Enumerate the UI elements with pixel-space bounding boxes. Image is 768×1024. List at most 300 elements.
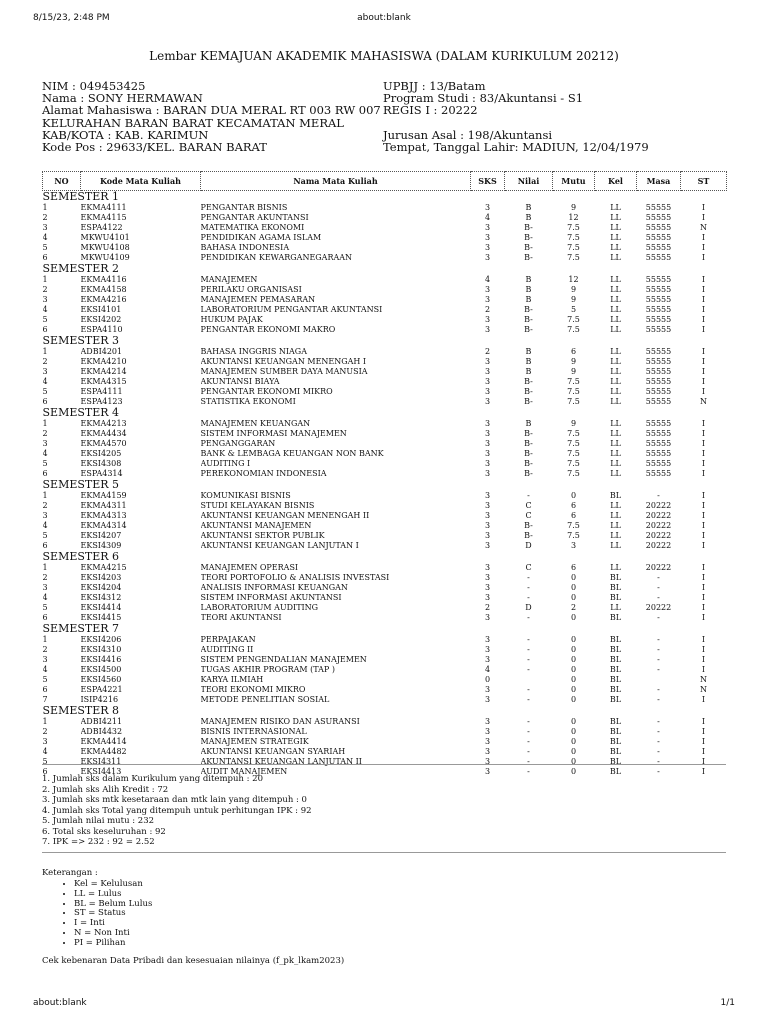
cell-masa: 55555 xyxy=(645,419,672,428)
cell-mutu: 7.5 xyxy=(567,531,580,540)
semester-label: SEMESTER 6 xyxy=(42,551,120,563)
cell-masa: 55555 xyxy=(645,357,672,366)
cell-nama: AUDITING I xyxy=(200,459,251,468)
cell-st: N xyxy=(700,675,707,684)
cell-masa: 20222 xyxy=(645,521,672,530)
cell-kode: ADBI4201 xyxy=(80,347,123,356)
legend-item: • Kel = Kelulusan xyxy=(74,880,152,890)
cell-mutu: 7.5 xyxy=(567,397,580,406)
cell-nama: KARYA ILMIAH xyxy=(200,675,264,684)
cell-kode: EKSI4101 xyxy=(80,305,122,314)
cell-no: 1 xyxy=(42,275,48,284)
cell-nama: AKUNTANSI KEUANGAN LANJUTAN I xyxy=(200,541,359,550)
cell-kel: BL xyxy=(609,717,622,726)
cell-sks: 2 xyxy=(484,603,491,612)
semester-heading xyxy=(43,551,727,563)
cell-masa: 55555 xyxy=(645,397,672,406)
table-row xyxy=(43,491,727,501)
cell-no: 2 xyxy=(42,357,48,366)
cell-mutu: 6 xyxy=(570,511,577,520)
cell-mutu: 6 xyxy=(570,347,577,356)
cell-masa: 55555 xyxy=(645,377,672,386)
cell-kel: LL xyxy=(610,253,621,262)
cell-nilai: B- xyxy=(524,315,533,324)
header-masa: Masa xyxy=(637,172,681,191)
semester-heading xyxy=(43,263,727,275)
cell-mutu: 0 xyxy=(570,655,577,664)
cell-no: 2 xyxy=(42,213,48,222)
cell-kode: ESPA4122 xyxy=(80,223,123,232)
cell-mutu: 9 xyxy=(570,367,577,376)
cell-kel: LL xyxy=(610,357,621,366)
cell-nama: SISTEM INFORMASI MANAJEMEN xyxy=(200,429,347,438)
cell-st: I xyxy=(701,603,706,612)
cell-nama: PERPAJAKAN xyxy=(200,635,256,644)
cell-kel: LL xyxy=(610,439,621,448)
cell-sks: 4 xyxy=(484,213,491,222)
cell-kode: EKSI4207 xyxy=(80,531,122,540)
cell-st: I xyxy=(701,635,706,644)
cell-mutu: 0 xyxy=(570,675,577,684)
cell-nilai: B- xyxy=(524,253,533,262)
cell-st: I xyxy=(701,429,706,438)
cell-kel: BL xyxy=(609,747,622,756)
table-row xyxy=(43,563,727,573)
cell-sks: 3 xyxy=(484,429,491,438)
cell-masa: 55555 xyxy=(645,347,672,356)
cell-kode: EKMA4215 xyxy=(80,563,127,572)
cell-sks: 3 xyxy=(484,203,491,212)
cell-kode: ESPA4111 xyxy=(80,387,123,396)
cell-kel: BL xyxy=(609,695,622,704)
cell-kel: LL xyxy=(610,387,621,396)
cell-kel: LL xyxy=(610,285,621,294)
cell-kel: LL xyxy=(610,429,621,438)
cell-kel: BL xyxy=(609,757,622,766)
cell-mutu: 0 xyxy=(570,727,577,736)
cell-nilai: B- xyxy=(524,521,533,530)
cell-kel: BL xyxy=(609,491,622,500)
cell-kel: LL xyxy=(610,563,621,572)
cell-st: I xyxy=(701,439,706,448)
cell-nama: BAHASA INGGRIS NIAGA xyxy=(200,347,307,356)
cell-no: 4 xyxy=(42,593,48,602)
semester-label: SEMESTER 3 xyxy=(42,335,120,347)
cell-kode: ISIP4216 xyxy=(80,695,119,704)
cell-nilai: - xyxy=(527,717,530,726)
cell-mutu: 0 xyxy=(570,685,577,694)
table-row xyxy=(43,253,727,263)
cell-nama: PERILAKU ORGANISASI xyxy=(200,285,302,294)
summary xyxy=(42,774,312,848)
table-row xyxy=(43,315,727,325)
cell-sks: 3 xyxy=(484,521,491,530)
semester-label: SEMESTER 4 xyxy=(42,407,120,419)
cell-mutu: 7.5 xyxy=(567,469,580,478)
cell-kode: EKMA4116 xyxy=(80,275,127,284)
cell-st: I xyxy=(701,491,706,500)
header-kode: Kode Mata Kuliah xyxy=(81,172,201,191)
cell-nilai: B xyxy=(525,357,532,366)
cell-masa: 55555 xyxy=(645,233,672,242)
table-row xyxy=(43,285,727,295)
cell-nilai: D xyxy=(525,541,532,550)
cell-st: I xyxy=(701,737,706,746)
summary-line: 4. Jumlah sks Total yang ditempuh untuk perhitungan IPK : 92 xyxy=(42,805,312,816)
table-row xyxy=(43,685,727,695)
cell-no: 1 xyxy=(42,563,48,572)
cell-kel: LL xyxy=(610,203,621,212)
cell-st: I xyxy=(701,747,706,756)
cell-st: I xyxy=(701,377,706,386)
cell-kode: ESPA4314 xyxy=(80,469,123,478)
cell-mutu: 7.5 xyxy=(567,253,580,262)
cell-nilai: B xyxy=(525,419,532,428)
cell-masa: 20222 xyxy=(645,563,672,572)
cell-mutu: 0 xyxy=(570,573,577,582)
cell-nilai: - xyxy=(527,757,530,766)
table-row xyxy=(43,275,727,285)
cell-nama: AKUNTANSI KEUANGAN LANJUTAN II xyxy=(200,757,362,766)
cell-st: I xyxy=(701,315,706,324)
cell-nilai: B- xyxy=(524,469,533,478)
cell-no: 7 xyxy=(42,695,48,704)
cell-masa: 20222 xyxy=(645,531,672,540)
semester-heading xyxy=(43,479,727,491)
header-kel: Kel xyxy=(595,172,637,191)
cell-nilai: - xyxy=(527,583,530,592)
student-info-left xyxy=(42,80,381,153)
cell-kode: EKMA4434 xyxy=(80,429,127,438)
cell-nama: KOMUNIKASI BISNIS xyxy=(200,491,291,500)
cell-mutu: 9 xyxy=(570,203,577,212)
cell-st: I xyxy=(701,305,706,314)
cell-kode: EKMA4115 xyxy=(80,213,127,222)
cell-no: 4 xyxy=(42,747,48,756)
cell-nama: TEORI EKONOMI MIKRO xyxy=(200,685,306,694)
cell-kode: EKSI4309 xyxy=(80,541,122,550)
cell-nama: PENGANTAR EKONOMI MIKRO xyxy=(200,387,333,396)
cell-sks: 3 xyxy=(484,315,491,324)
cell-nama: AKUNTANSI BIAYA xyxy=(200,377,280,386)
grades-table xyxy=(42,171,727,777)
cell-nilai: - xyxy=(527,685,530,694)
alamat-line2: KELURAHAN BARAN BARAT KECAMATAN MERAL xyxy=(42,115,344,130)
cell-nama: MANAJEMEN STRATEGIK xyxy=(200,737,309,746)
cell-masa: - xyxy=(657,583,660,592)
cell-nama: STUDI KELAYAKAN BISNIS xyxy=(200,501,315,510)
cell-kel: BL xyxy=(609,727,622,736)
cell-nilai: B xyxy=(525,347,532,356)
cell-masa: 55555 xyxy=(645,223,672,232)
table-row xyxy=(43,727,727,737)
cell-no: 1 xyxy=(42,347,48,356)
cell-nilai: - xyxy=(527,727,530,736)
cell-st: I xyxy=(701,695,706,704)
cell-nilai: B- xyxy=(524,439,533,448)
table-row xyxy=(43,655,727,665)
cell-kode: EKSI4205 xyxy=(80,449,122,458)
cell-nilai: B xyxy=(525,295,532,304)
cell-st: I xyxy=(701,213,706,222)
cell-kel: LL xyxy=(610,501,621,510)
cell-mutu: 5 xyxy=(570,305,577,314)
cell-nilai: - xyxy=(527,767,530,776)
cell-kel: LL xyxy=(610,531,621,540)
cell-st: I xyxy=(701,757,706,766)
cell-no: 3 xyxy=(42,511,48,520)
cell-sks: 3 xyxy=(484,563,491,572)
legend-item: • BL = Belum Lulus xyxy=(74,900,152,910)
cell-masa: - xyxy=(657,573,660,582)
keterangan-title: Keterangan : xyxy=(42,868,98,878)
cell-kel: LL xyxy=(610,305,621,314)
cell-mutu: 6 xyxy=(570,563,577,572)
cell-mutu: 0 xyxy=(570,645,577,654)
table-row xyxy=(43,305,727,315)
cell-nilai: B- xyxy=(524,305,533,314)
cell-sks: 3 xyxy=(484,573,491,582)
cell-nama: MANAJEMEN RISIKO DAN ASURANSI xyxy=(200,717,360,726)
cell-nilai: C xyxy=(525,563,532,572)
cell-st: I xyxy=(701,295,706,304)
divider xyxy=(42,852,726,853)
cell-sks: 3 xyxy=(484,459,491,468)
cell-kode: ADBI4432 xyxy=(80,727,123,736)
cell-masa: 20222 xyxy=(645,603,672,612)
cell-no: 2 xyxy=(42,645,48,654)
header-no: NO xyxy=(43,172,81,191)
cell-sks: 3 xyxy=(484,635,491,644)
cell-kel: LL xyxy=(610,275,621,284)
cell-nilai: - xyxy=(527,593,530,602)
semester-label: SEMESTER 1 xyxy=(42,190,120,203)
cell-sks: 4 xyxy=(484,275,491,284)
cell-nama: PENDIDIKAN KEWARGANEGARAAN xyxy=(200,253,353,262)
cell-sks: 3 xyxy=(484,757,491,766)
cell-mutu: 2 xyxy=(570,603,577,612)
cell-kode: EKSI4311 xyxy=(80,757,122,766)
legend-item: • ST = Status xyxy=(74,909,152,919)
cell-masa: 20222 xyxy=(645,511,672,520)
grades-body xyxy=(43,191,727,778)
header-nilai: Nilai xyxy=(505,172,553,191)
cell-mutu: 7.5 xyxy=(567,233,580,242)
cell-kel: LL xyxy=(610,367,621,376)
cell-sks: 3 xyxy=(484,717,491,726)
cell-st: I xyxy=(701,243,706,252)
cell-nama: SISTEM PENGENDALIAN MANAJEMEN xyxy=(200,655,367,664)
cell-no: 3 xyxy=(42,223,48,232)
cell-nama: TUGAS AKHIR PROGRAM (TAP ) xyxy=(200,665,335,674)
table-row xyxy=(43,243,727,253)
cell-no: 5 xyxy=(42,459,48,468)
cell-nama: AKUNTANSI SEKTOR PUBLIK xyxy=(200,531,325,540)
cell-masa: 55555 xyxy=(645,203,672,212)
cell-nama: LABORATORIUM PENGANTAR AKUNTANSI xyxy=(200,305,383,314)
cell-mutu: 9 xyxy=(570,295,577,304)
cell-no: 2 xyxy=(42,429,48,438)
cell-kode: EKSI4560 xyxy=(80,675,122,684)
cell-nilai: B xyxy=(525,275,532,284)
cell-sks: 2 xyxy=(484,305,491,314)
print-datetime: 8/15/23, 2:48 PM xyxy=(33,13,110,23)
table-row xyxy=(43,357,727,367)
cell-masa: 55555 xyxy=(645,325,672,334)
cell-masa: - xyxy=(657,737,660,746)
cell-st: I xyxy=(701,613,706,622)
cell-mutu: 7.5 xyxy=(567,521,580,530)
cell-sks: 3 xyxy=(484,419,491,428)
cell-no: 3 xyxy=(42,737,48,746)
cell-kel: BL xyxy=(609,737,622,746)
cell-kode: EKMA4313 xyxy=(80,511,127,520)
cell-no: 5 xyxy=(42,387,48,396)
summary-line: 3. Jumlah sks mtk kesetaraan dan mtk lain yang ditempuh : 0 xyxy=(42,795,307,805)
table-row xyxy=(43,367,727,377)
cell-no: 4 xyxy=(42,233,48,242)
cell-no: 1 xyxy=(42,203,48,212)
cell-kel: BL xyxy=(609,645,622,654)
regis: REGIS I : 20222 xyxy=(383,103,478,118)
cell-mutu: 0 xyxy=(570,757,577,766)
cell-masa: 20222 xyxy=(645,501,672,510)
cell-nilai: B- xyxy=(524,397,533,406)
cell-nama: MATEMATIKA EKONOMI xyxy=(200,223,305,232)
cell-masa: - xyxy=(657,767,660,776)
cell-st: I xyxy=(701,767,706,776)
cell-kel: LL xyxy=(610,243,621,252)
cell-st: I xyxy=(701,521,706,530)
cell-nilai: B- xyxy=(524,233,533,242)
cell-no: 1 xyxy=(42,635,48,644)
cell-sks: 3 xyxy=(484,511,491,520)
cell-kode: EKSI4202 xyxy=(80,315,122,324)
summary-line: 7. IPK => 232 : 92 = 2.52 xyxy=(42,837,155,847)
cell-masa: 55555 xyxy=(645,439,672,448)
cell-sks: 3 xyxy=(484,747,491,756)
cell-nama: AUDITING II xyxy=(200,645,254,654)
summary-line: 2. Jumlah sks Alih Kredit : 72 xyxy=(42,784,169,795)
header-mutu: Mutu xyxy=(553,172,595,191)
cell-mutu: 7.5 xyxy=(567,325,580,334)
jurusan-asal: Jurusan Asal : 198/Akuntansi xyxy=(383,127,553,142)
summary-line: 6. Total sks keseluruhan : 92 xyxy=(42,826,166,837)
cell-nilai: D xyxy=(525,603,532,612)
cell-st: I xyxy=(701,717,706,726)
header-st: ST xyxy=(681,172,727,191)
alamat: Alamat Mahasiswa : BARAN DUA MERAL RT 003 RW 007 xyxy=(42,103,381,118)
table-row xyxy=(43,645,727,655)
cell-masa: 55555 xyxy=(645,213,672,222)
cell-no: 6 xyxy=(42,469,48,478)
table-row xyxy=(43,419,727,429)
cell-mutu: 6 xyxy=(570,501,577,510)
cell-kode: EKSI4310 xyxy=(80,645,122,654)
cell-nilai: B- xyxy=(524,449,533,458)
cell-mutu: 7.5 xyxy=(567,439,580,448)
cell-nilai: B- xyxy=(524,387,533,396)
cell-nama: BAHASA INDONESIA xyxy=(200,243,290,252)
cell-st: I xyxy=(701,573,706,582)
table-row xyxy=(43,521,727,531)
cell-mutu: 0 xyxy=(570,491,577,500)
cell-kel: LL xyxy=(610,377,621,386)
cell-st: I xyxy=(701,727,706,736)
cell-nama: BANK & LEMBAGA KEUANGAN NON BANK xyxy=(200,449,384,458)
cell-kel: BL xyxy=(609,665,622,674)
cell-kel: BL xyxy=(609,583,622,592)
cell-nilai: C xyxy=(525,511,532,520)
table-row xyxy=(43,593,727,603)
cell-st: I xyxy=(701,419,706,428)
cell-mutu: 0 xyxy=(570,635,577,644)
cell-kode: ESPA4123 xyxy=(80,397,123,406)
cell-no: 6 xyxy=(42,767,48,776)
cell-masa: 55555 xyxy=(645,449,672,458)
cell-kel: BL xyxy=(609,655,622,664)
cell-nama: HUKUM PAJAK xyxy=(200,315,263,324)
cell-nilai: B- xyxy=(524,459,533,468)
cell-mutu: 7.5 xyxy=(567,243,580,252)
cell-masa: - xyxy=(657,727,660,736)
cell-nilai: - xyxy=(527,747,530,756)
semester-label: SEMESTER 2 xyxy=(42,263,120,275)
semester-heading xyxy=(43,407,727,419)
cell-st: I xyxy=(701,645,706,654)
cell-mutu: 0 xyxy=(570,613,577,622)
cell-kel: LL xyxy=(610,521,621,530)
cell-sks: 3 xyxy=(484,387,491,396)
cell-no: 5 xyxy=(42,315,48,324)
cell-mutu: 12 xyxy=(568,213,579,222)
cell-kel: LL xyxy=(610,223,621,232)
table-row xyxy=(43,325,727,335)
cell-kel: LL xyxy=(610,511,621,520)
divider xyxy=(42,764,726,765)
cell-st: I xyxy=(701,501,706,510)
cell-no: 6 xyxy=(42,613,48,622)
cell-kel: BL xyxy=(609,613,622,622)
cell-st: I xyxy=(701,203,706,212)
cell-masa: - xyxy=(657,613,660,622)
verification-note: Cek kebenaran Data Pribadi dan kesesuaian nilainya (f_pk_lkam2023) xyxy=(42,956,345,966)
cell-nama: PENGANTAR AKUNTANSI xyxy=(200,213,309,222)
cell-nilai: B- xyxy=(524,243,533,252)
cell-nama: MANAJEMEN xyxy=(200,275,258,284)
cell-masa: 55555 xyxy=(645,315,672,324)
table-row xyxy=(43,737,727,747)
cell-mutu: 0 xyxy=(570,593,577,602)
cell-sks: 3 xyxy=(484,377,491,386)
cell-sks: 3 xyxy=(484,695,491,704)
cell-nilai: - xyxy=(527,655,530,664)
tempat-tanggal-lahir: Tempat, Tanggal Lahir: MADIUN, 12/04/1979 xyxy=(383,139,649,154)
legend-item: • N = Non Inti xyxy=(74,929,152,939)
cell-mutu: 7.5 xyxy=(567,429,580,438)
cell-nilai: B- xyxy=(524,531,533,540)
table-row xyxy=(43,583,727,593)
cell-masa: 55555 xyxy=(645,429,672,438)
cell-kel: BL xyxy=(609,675,622,684)
cell-no: 5 xyxy=(42,603,48,612)
cell-masa: - xyxy=(657,655,660,664)
cell-no: 5 xyxy=(42,243,48,252)
table-row xyxy=(43,603,727,613)
cell-kel: LL xyxy=(610,459,621,468)
cell-no: 6 xyxy=(42,397,48,406)
cell-masa: 55555 xyxy=(645,285,672,294)
